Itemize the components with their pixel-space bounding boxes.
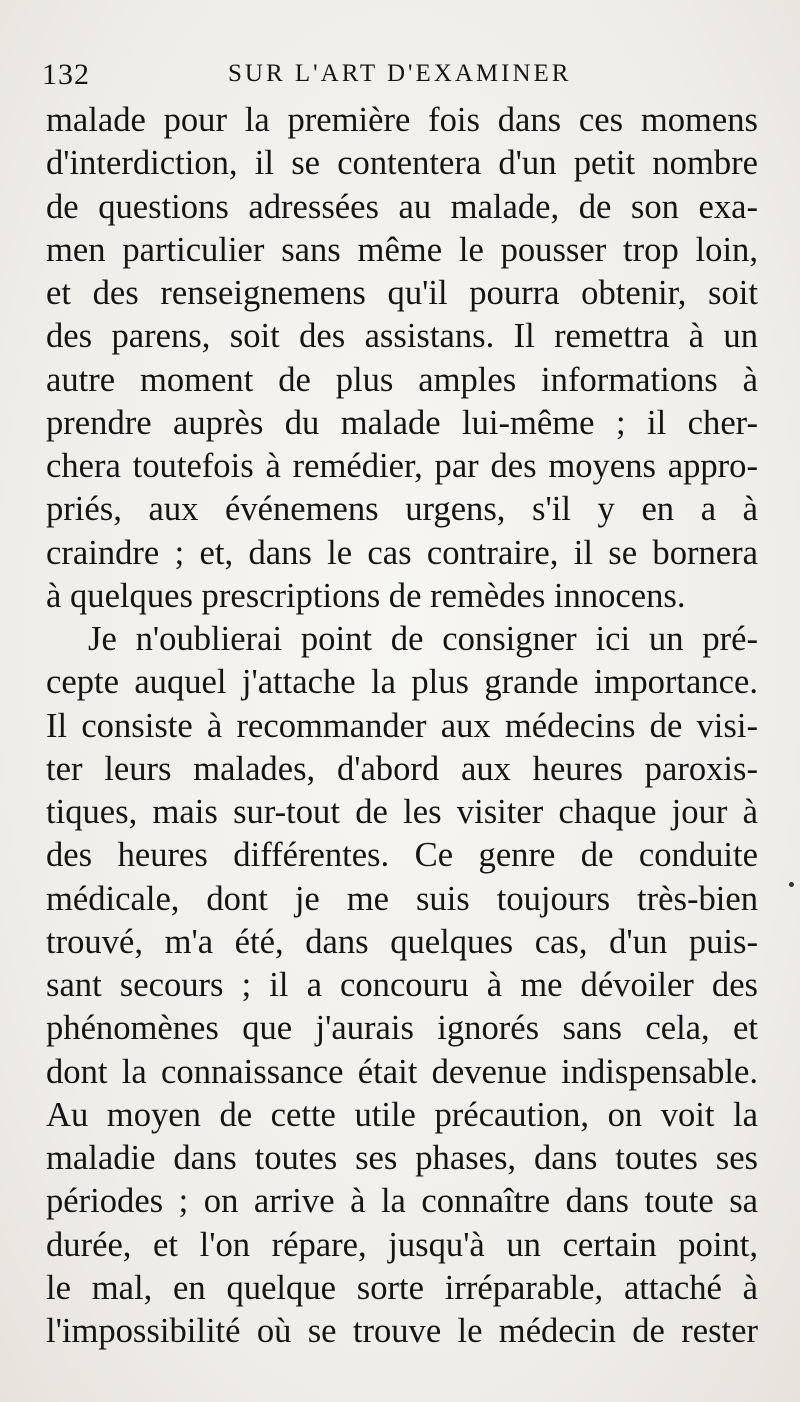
text-line: chera toutefois à remédier, par des moyens appro- [46,447,758,485]
text-line: médicale, dont je me suis toujours très-bien [46,879,758,918]
text-line: phénomènes que j'aurais ignorés sans cela, et [46,1009,758,1048]
text-line-paragraph-start: Je n'oublierai point de consigner ici un pré- [88,620,758,658]
text-line-paragraph-end: à quelques prescriptions de remèdes innocens. [46,576,686,615]
running-head: SUR L'ART D'EXAMINER [228,60,572,87]
page-number: 132 [42,58,90,91]
text-line: craindre ; et, dans le cas contraire, il se bornera [46,533,758,572]
margin-ink-dot [789,882,794,887]
text-line: maladie dans toutes ses phases, dans toutes ses [46,1139,758,1177]
text-line: le mal, en quelque sorte irréparable, attaché à [46,1268,758,1307]
text-line: tiques, mais sur-tout de les visiter chaque jour à [46,793,758,831]
text-line: Au moyen de cette utile précaution, on voit la [46,1095,758,1134]
text-line: et des renseignemens qu'il pourra obtenir, soit [46,274,758,312]
text-line: périodes ; on arrive à la connaître dans toute sa [46,1182,758,1221]
text-line: autre moment de plus amples informations à [46,360,758,399]
text-line: priés, aux événemens urgens, s'il y en a à [46,490,758,529]
page-header [42,54,642,94]
text-line: malade pour la première fois dans ces momens [46,101,758,139]
text-line: prendre auprès du malade lui-même ; il cher- [46,403,758,442]
text-line: des parens, soit des assistans. Il remettra à un [46,317,758,356]
text-line: l'impossibilité où se trouve le médecin de rester [46,1312,758,1350]
text-line: cepte auquel j'attache la plus grande importance. [46,663,758,702]
text-line: d'interdiction, il se contentera d'un petit nombre [46,144,758,183]
text-line: trouvé, m'a été, dans quelques cas, d'un puis- [46,922,758,961]
text-line: sant secours ; il a concouru à me dévoiler des [46,966,758,1004]
text-line: ter leurs malades, d'abord aux heures paroxis- [46,749,758,788]
text-line: Il consiste à recommander aux médecins de visi- [46,706,758,745]
text-line: de questions adressées au malade, de son exa- [46,187,758,226]
text-line: dont la connaissance était devenue indispensable. [46,1052,758,1091]
text-line: men particulier sans même le pousser trop loin, [46,230,758,269]
text-line: des heures différentes. Ce genre de conduite [46,836,758,875]
text-line: durée, et l'on répare, jusqu'à un certain point, [46,1225,758,1264]
body-text [46,99,758,1353]
